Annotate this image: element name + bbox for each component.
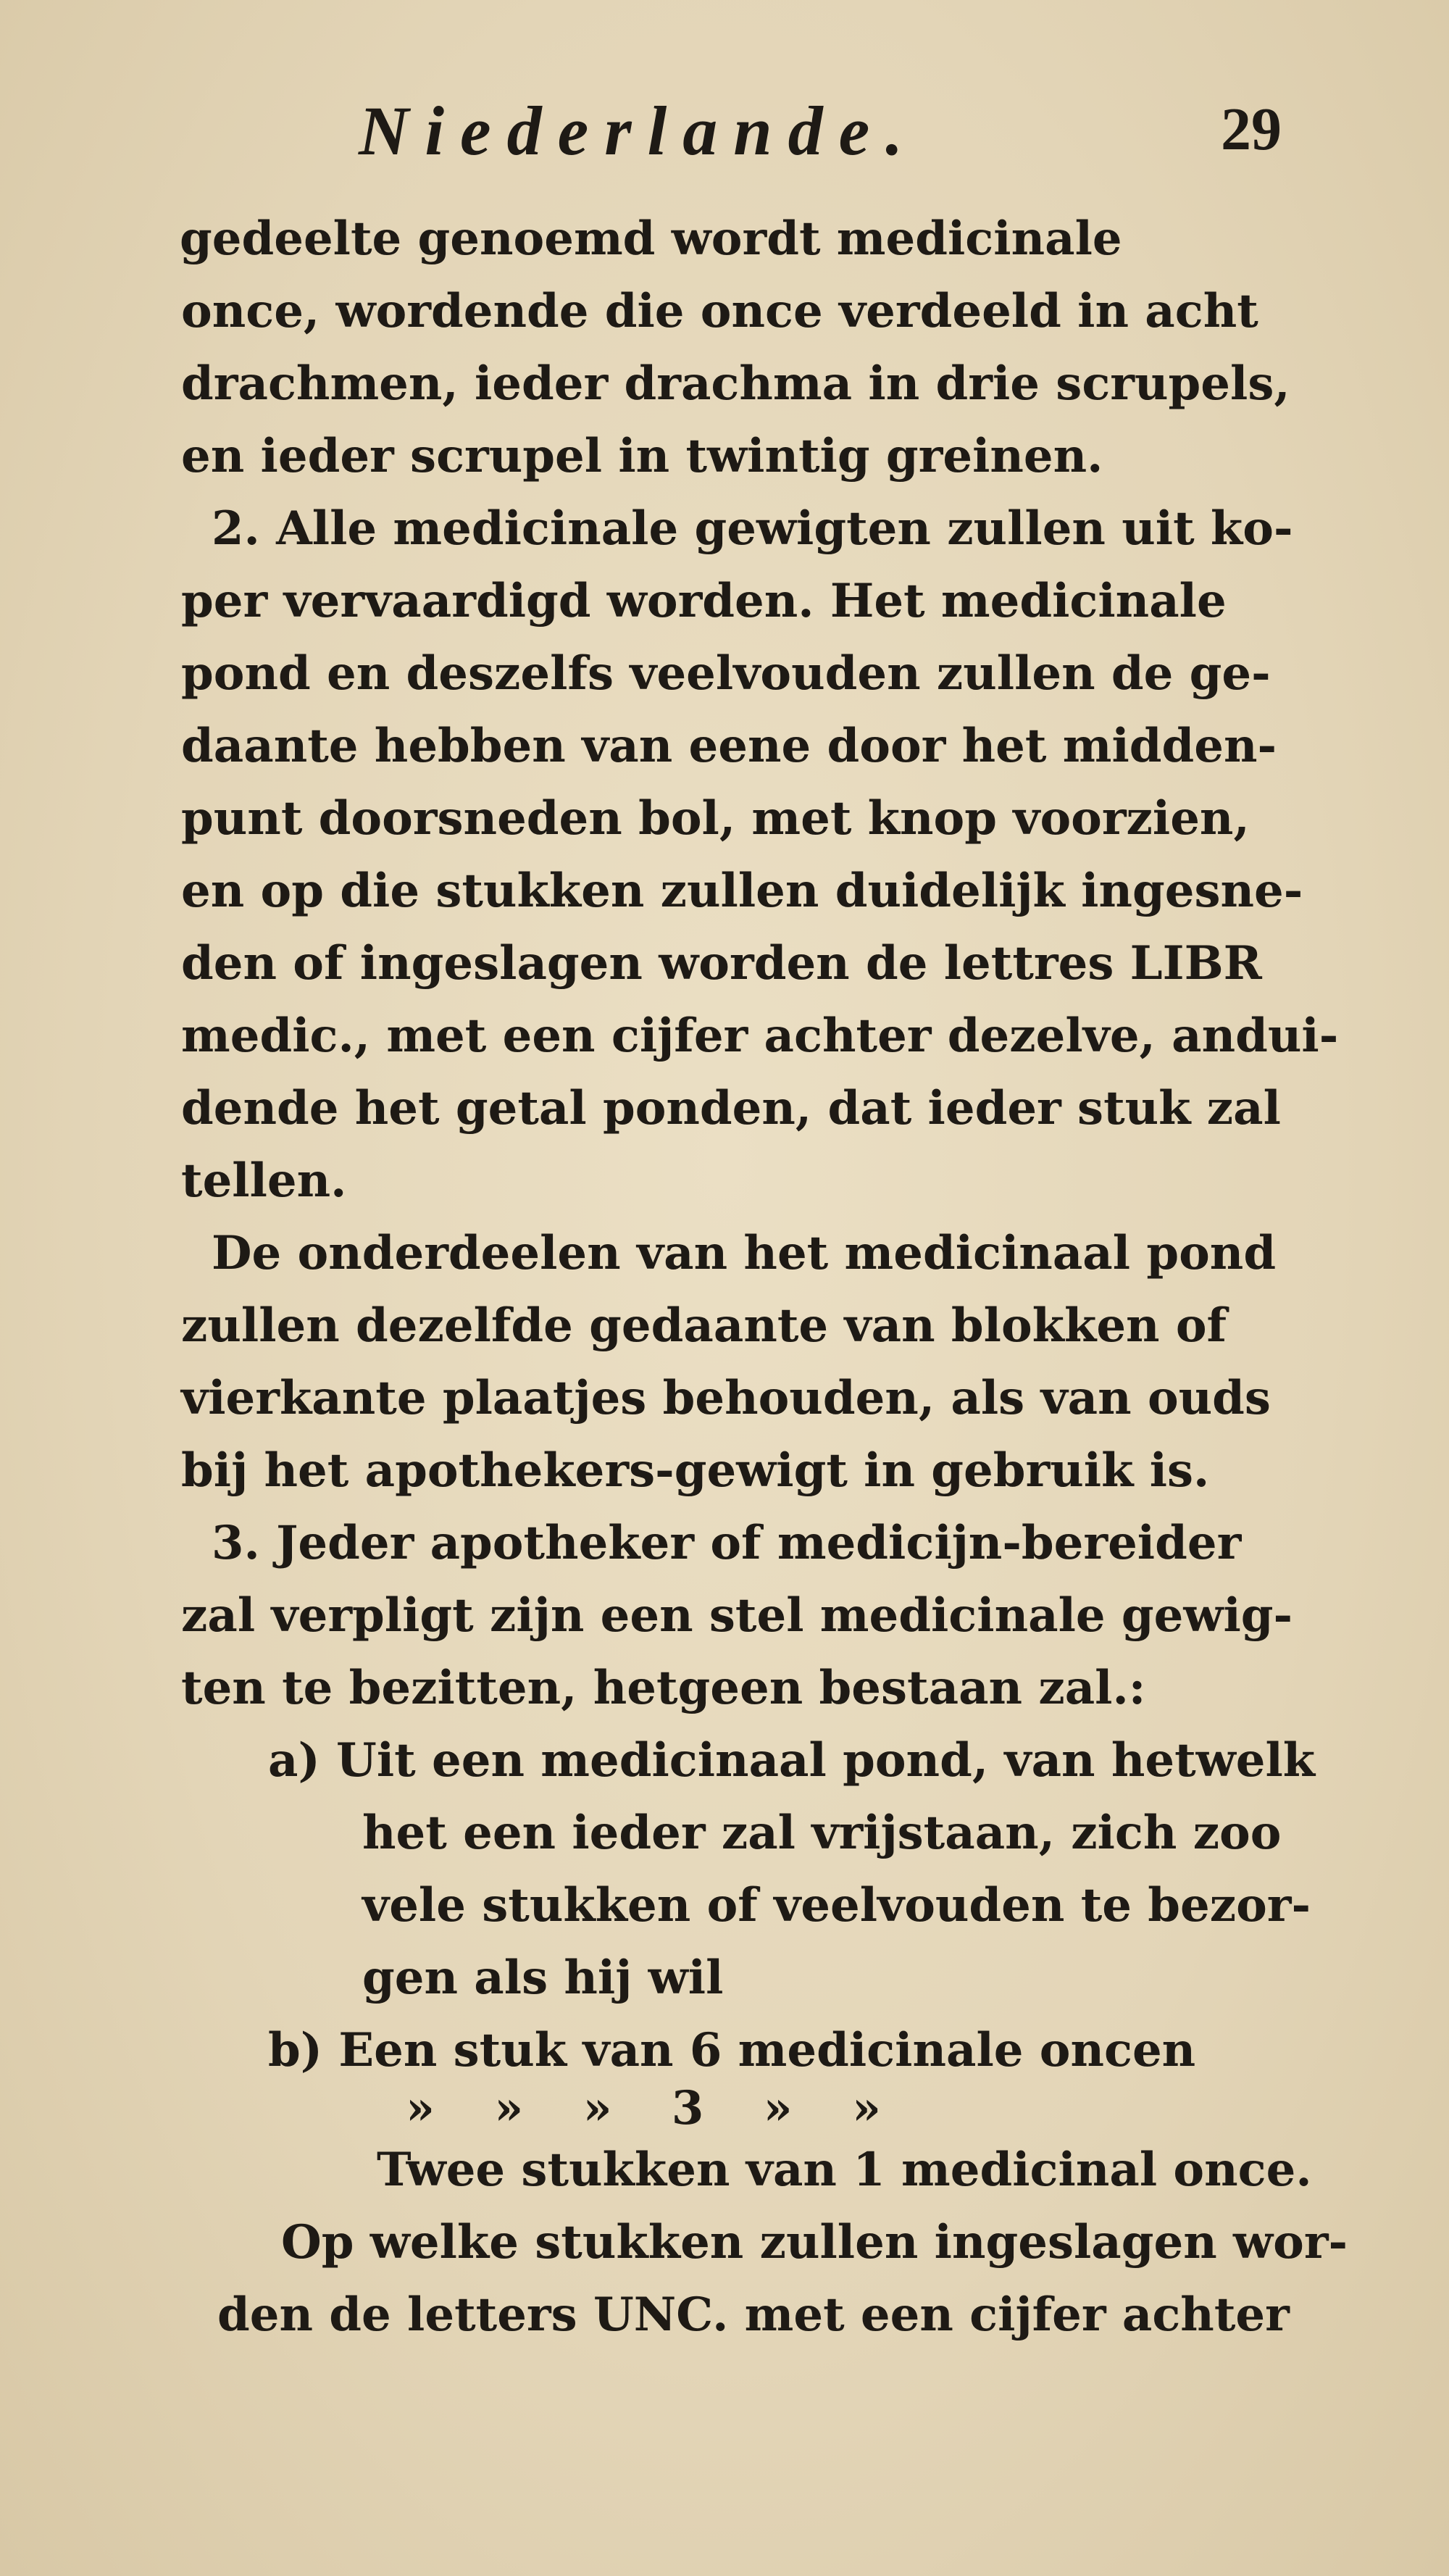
text-line: De onderdeelen van het medicinaal pond — [212, 1226, 1277, 1280]
text-line: gen als hij wil — [362, 1951, 724, 2005]
text-line: Op welke stukken zullen ingeslagen wor- — [281, 2215, 1348, 2269]
page-number: 29 — [1221, 96, 1282, 163]
text-line: b) Een stuk van 6 medicinale oncen — [268, 2023, 1196, 2077]
text-line: zullen dezelfde gedaante van blokken of — [181, 1299, 1227, 1353]
text-line: den of ingeslagen worden de lettres LIBR — [181, 936, 1262, 991]
running-title: Niederlande. — [359, 92, 919, 170]
text-line: ten te bezitten, hetgeen bestaan zal.: — [181, 1661, 1146, 1715]
text-line: en op die stukken zullen duidelijk ingesne- — [181, 864, 1303, 918]
text-line: drachmen, ieder drachma in drie scrupels, — [181, 357, 1290, 411]
text-line: vierkante plaatjes behouden, als van ouds — [181, 1371, 1271, 1425]
text-line: het een ieder zal vrijstaan, zich zoo — [362, 1806, 1282, 1860]
text-line: per vervaardigd worden. Het medicinale — [181, 574, 1227, 628]
text-line: bij het apothekers-gewigt in gebruik is. — [181, 1443, 1210, 1498]
text-line: den de letters UNC. met een cijfer achter — [217, 2288, 1290, 2342]
page-header — [0, 91, 1449, 170]
text-line: en ieder scrupel in twintig greinen. — [181, 429, 1103, 483]
text-line: vele stukken of veelvouden te bezor- — [362, 1878, 1311, 1933]
text-line: zal verpligt zijn een stel medicinale gewig- — [181, 1588, 1293, 1643]
text-line: Twee stukken van 1 medicinal once. — [377, 2143, 1312, 2197]
text-line: punt doorsneden bol, met knop voorzien, — [181, 791, 1250, 846]
text-line: tellen. — [181, 1154, 347, 1208]
text-line: 2. Alle medicinale gewigten zullen uit ko- — [212, 501, 1293, 556]
text-line: 3. Jeder apotheker of medicijn-bereider — [212, 1516, 1242, 1570]
text-line: medic., met een cijfer achter dezelve, andui- — [181, 1009, 1339, 1063]
text-line: a) Uit een medicinaal pond, van hetwelk — [268, 1733, 1316, 1788]
text-line: gedeelte genoemd wordt medicinale — [180, 212, 1122, 266]
text-line: daante hebben van eene door het midden- — [181, 719, 1277, 773]
text-line: dende het getal ponden, dat ieder stuk zal — [181, 1081, 1281, 1135]
text-line: » » » 3 » » — [406, 2081, 881, 2135]
text-line: pond en deszelfs veelvouden zullen de ge- — [181, 646, 1271, 701]
text-line: once, wordende die once verdeeld in acht — [181, 284, 1258, 338]
